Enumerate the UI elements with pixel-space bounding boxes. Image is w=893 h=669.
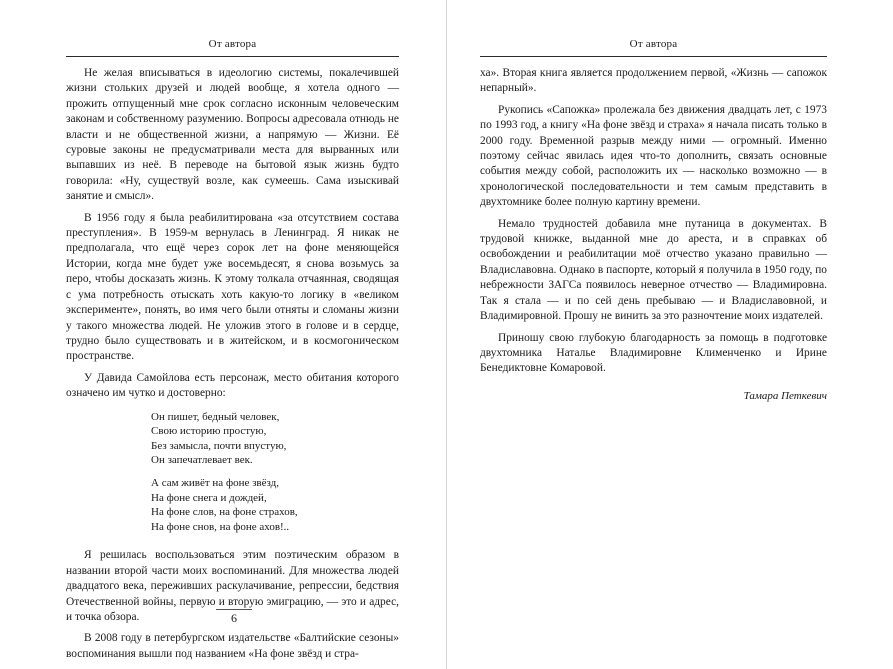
paragraph: Рукопись «Сапожка» пролежала без движения двадцать лет, с 1973 по 1993 год, а книгу «На фоне звёзд и страха» я начала писать только в 2000 году. Временной разрыв между ними — огромный. Именно поэтому сейчас явилась идея что-то дополнить, связать основные события между собой, расположить их — насколько возможно — в хронологической последовательности и тем самым представить в двухтомнике более полную картину времени. — [480, 103, 827, 209]
paragraph: В 2008 году в петербургском издательстве «Балтийские сезоны» воспоминания вышли под названием «На фоне звёзд и стра- — [66, 632, 399, 660]
poem-line: На фоне слов, на фоне страхов, — [151, 506, 298, 519]
paragraph: Не желая вписываться в идеологию системы, покалечившей жизни стольких друзей и людей вообще, я хотела одного — прожить отпущенный мне срок согласно исконным человеческим законам и собственному разумению. Вопросы адресовала отнюдь не власти и не общественной жизни, а напрямую — Жизни. Её суровые законы не предусматривали места для вырванных или выпавших из неё. В переводе на бытовой язык жизнь будто говорила: «Ну, существуй возле, как сумеешь. Сама изыскивай занятие и смысл». — [66, 67, 399, 203]
poem-quote — [151, 410, 399, 535]
left-body-text — [66, 66, 399, 662]
author-signature: Тамара Петкевич — [743, 389, 827, 402]
left-head-rule — [66, 56, 399, 57]
poem-line: Он пишет, бедный человек, — [151, 410, 280, 423]
poem-line: А сам живёт на фоне звёзд, — [151, 476, 280, 489]
left-page — [66, 0, 399, 669]
poem-line: Без замысла, почти впустую, — [151, 439, 287, 452]
paragraph: У Давида Самойлова есть персонаж, место обитания которого означено им чутко и достоверно: — [66, 371, 399, 400]
paragraph: Немало трудностей добавила мне путаница в документах. В трудовой книжке, выданной мне до ареста, и в справках об освобождении и реабилитации моё отчество указано правильно — Владиславовна. Однако в паспорте, который я получила в 1950 году, по небрежности ЗАГСа появилось неверное отчество — Владимировна. Так я стала — и по сей день пребываю — и Владиславовной, и Владимировной. Прошу не винить за это разночтение моих издателей. — [480, 217, 827, 323]
poem-line: На фоне снега и дождей, — [151, 491, 267, 504]
page-number: 6 — [231, 611, 237, 625]
paragraph: Я решилась воспользоваться этим поэтическим образом в названии второй части моих воспоминаний. Для множества людей двадцатого века, переживших раскулачивание, репрессии, бедствия Отечественной войны, первую и вторую эмиграцию, — это и адрес, и точка обзора. — [66, 549, 399, 623]
right-head-rule — [480, 56, 827, 57]
paragraph: Приношу свою глубокую благодарность за помощь в подготовке двухтомника Наталье Владимировне Клименченко и Ирине Бенедиктовне Комаровой. — [480, 331, 827, 375]
right-body-text — [480, 66, 827, 404]
paragraph: ха». Вторая книга является продолжением первой, «Жизнь — сапожок непарный». — [480, 67, 827, 95]
poem-stanza — [151, 410, 399, 468]
right-page — [480, 0, 827, 669]
poem-line: Свою историю простую, — [151, 425, 267, 438]
poem-line: Он запечатлевает век. — [151, 454, 253, 467]
left-running-head: От автора — [208, 38, 257, 50]
poem-line: На фоне снов, на фоне ахов!.. — [151, 520, 290, 533]
right-running-head: От автора — [629, 38, 678, 50]
folio-rule — [216, 609, 252, 610]
page-fold — [446, 0, 447, 669]
paragraph: В 1956 году я была реабилитирована «за отсутствием состава преступления». В 1959-м вернулась в Ленинград. Я никак не предполагала, что ещё через сорок лет на фоне меняющейся Истории, когда мне будет уже восемьдесят, я снова возьмусь за перо, чтобы досказать жизнь. К этому толкала отчаянная, сводящая с ума потребность отыскать хоть какую-то логику в «великом эксперименте», понять, во имя чего были отняты и сломаны жизни у такого множества людей. Не уложив этого в голове и в сердце, трудно было существовать и в житейском, и в космогоническом пространстве. — [66, 211, 399, 363]
poem-stanza — [151, 476, 399, 534]
